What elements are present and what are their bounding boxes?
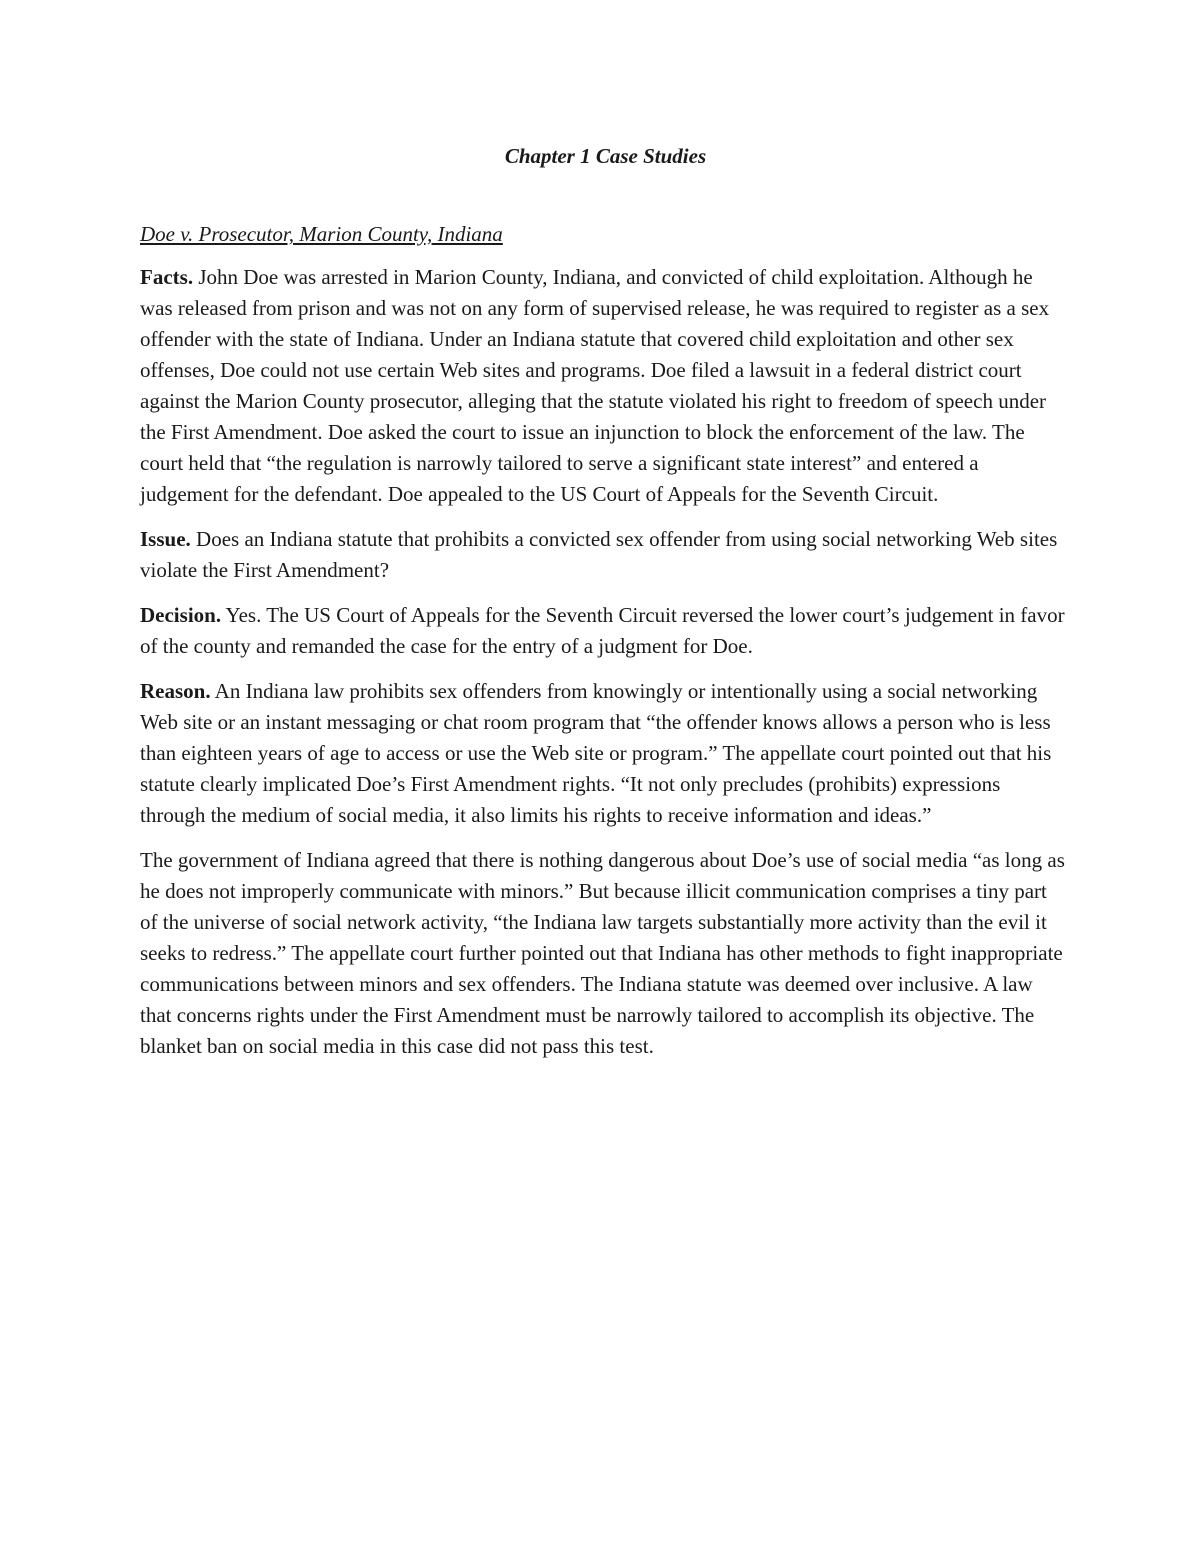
- reason-text: An Indiana law prohibits sex offenders from knowingly or intentionally using a social networking Web site or an instant messaging or chat room program that “the offender knows allows a person who is less than eighteen years of age to access or use the Web site or program.” The appellate court pointed out that his statute clearly implicated Doe’s First Amendment rights. “It not only precludes (prohibits) expressions through the medium of social media, it also limits his rights to receive information and ideas.”: [140, 679, 1052, 827]
- page-title: Chapter 1 Case Studies: [504, 144, 707, 168]
- decision-text: Yes. The US Court of Appeals for the Seventh Circuit reversed the lower court’s judgement in favor of the county and remanded the case for the entry of a judgment for Doe.: [140, 603, 1065, 658]
- facts-paragraph: [140, 262, 1065, 510]
- case-heading: Doe v. Prosecutor, Marion County, Indiana: [140, 222, 503, 246]
- decision-paragraph: [140, 600, 1065, 662]
- facts-text: John Doe was arrested in Marion County, Indiana, and convicted of child exploitation. Although he was released from prison and was not on any form of supervised release, he was required to register as a sex offender with the state of Indiana. Under an Indiana statute that covered child exploitation and other sex offenses, Doe could not use certain Web sites and programs. Doe filed a lawsuit in a federal district court against the Marion County prosecutor, alleging that the statute violated his right to freedom of speech under the First Amendment. Doe asked the court to issue an injunction to block the enforcement of the law. The court held that “the regulation is narrowly tailored to serve a significant state interest” and entered a judgement for the defendant. Doe appealed to the US Court of Appeals for the Seventh Circuit.: [140, 265, 1050, 506]
- reason-paragraph: [140, 676, 1065, 831]
- decision-label: Decision.: [140, 603, 222, 627]
- closing-paragraph: The government of Indiana agreed that there is nothing dangerous about Doe’s use of social media “as long as he does not improperly communicate with minors.” But because illicit communication comprises a tiny part of the universe of social network activity, “the Indiana law targets substantially more activity than the evil it seeks to redress.” The appellate court further pointed out that Indiana has other methods to fight inappropriate communications between minors and sex offenders. The Indiana statute was deemed over inclusive. A law that concerns rights under the First Amendment must be narrowly tailored to accomplish its objective. The blanket ban on social media in this case did not pass this test.: [140, 848, 1065, 1058]
- reason-label: Reason.: [140, 679, 211, 703]
- issue-text: Does an Indiana statute that prohibits a convicted sex offender from using social networking Web sites violate the First Amendment?: [140, 527, 1058, 582]
- document-body: [140, 140, 1065, 1062]
- issue-paragraph: [140, 524, 1065, 586]
- issue-label: Issue.: [140, 527, 191, 551]
- facts-label: Facts.: [140, 265, 194, 289]
